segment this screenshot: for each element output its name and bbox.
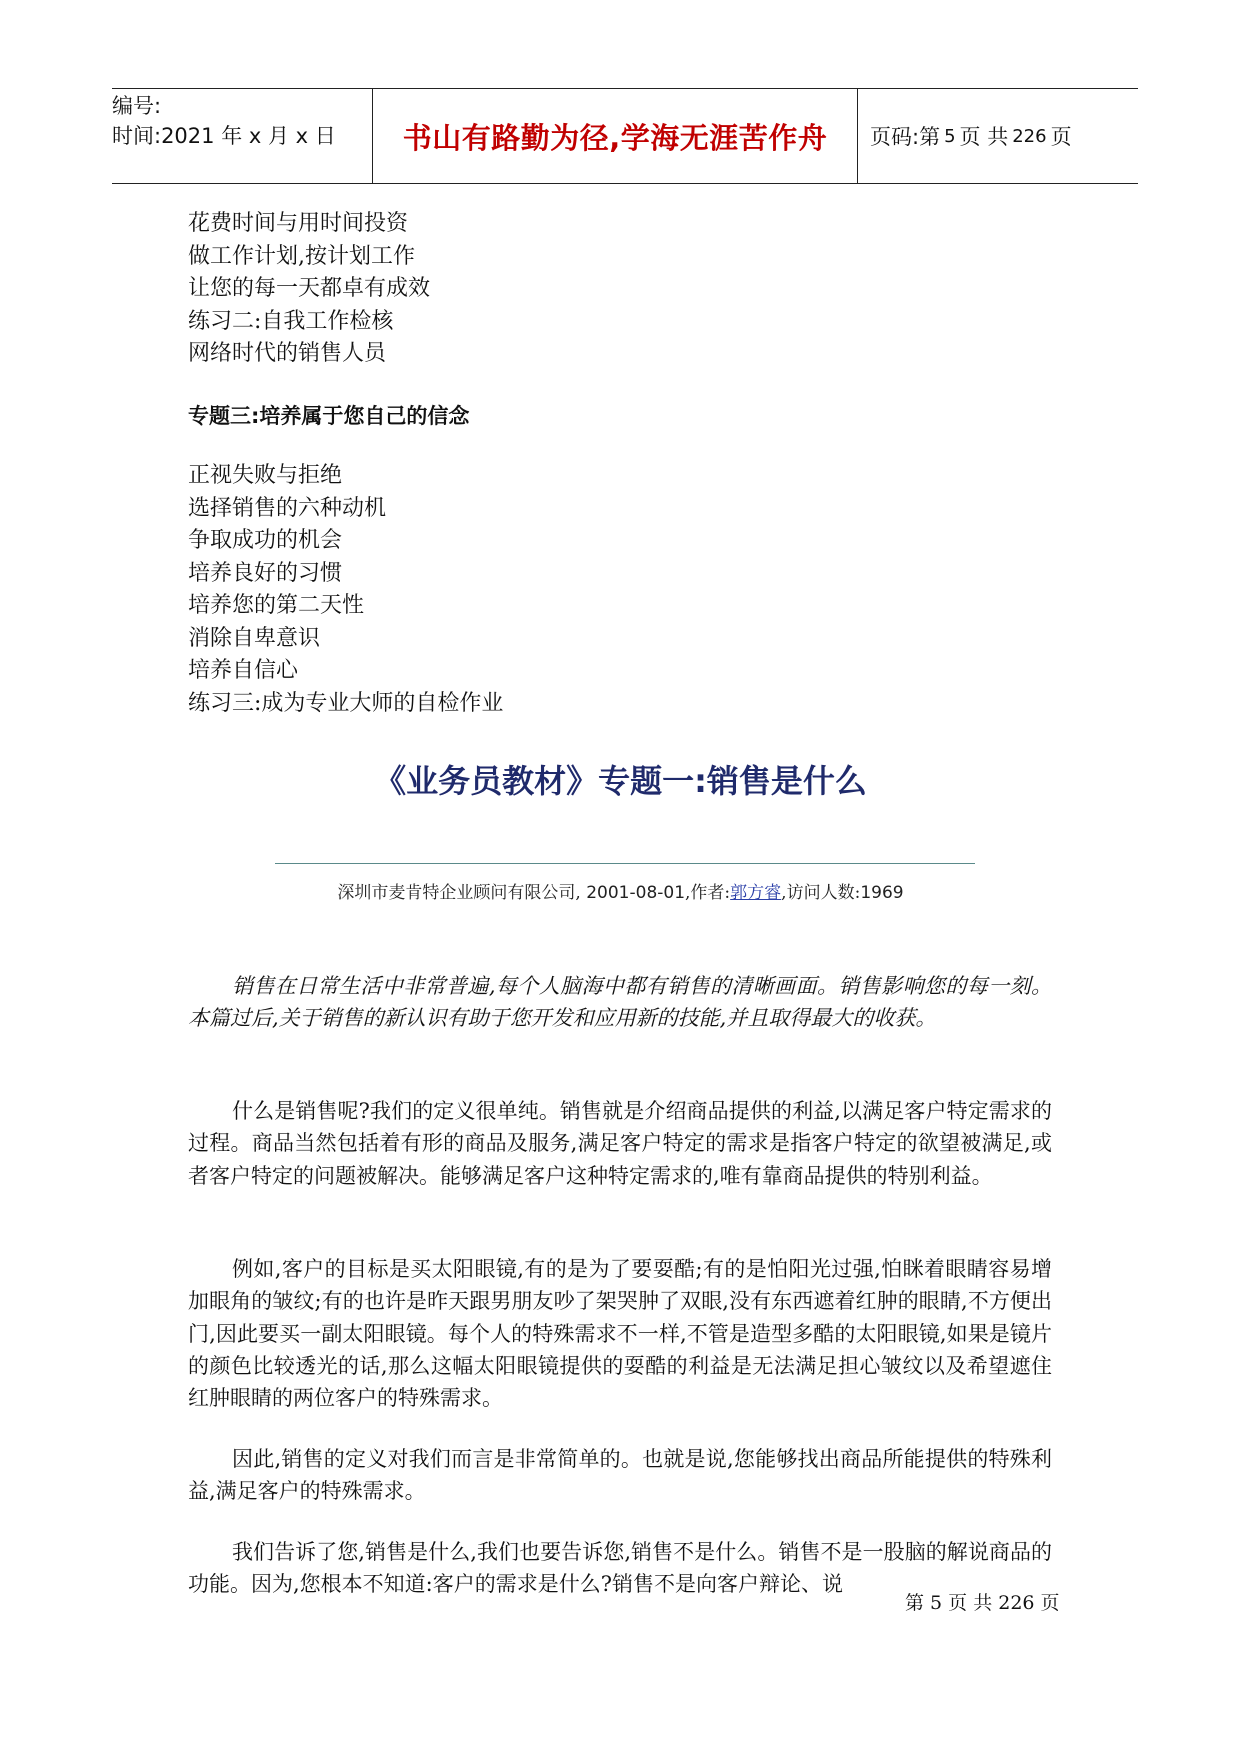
header-motto: 书山有路勤为径,学海无涯苦作舟 xyxy=(373,89,858,183)
visits-label: ,访问人数: xyxy=(781,883,861,903)
header-meta xyxy=(112,89,373,183)
article-company: 深圳市麦肯特企业顾问有限公司, xyxy=(337,883,581,903)
body-paragraph: 我们告诉了您,销售是什么,我们也要告诉您,销售不是什么。销售不是一股脑的解说商品的功能。因为,您根本不知道:客户的需求是什么?销售不是向客户辩论、说 xyxy=(188,1540,1052,1597)
page-footer: 第 5 页 共 226 页 xyxy=(905,1592,1060,1614)
body-paragraph: 什么是销售呢?我们的定义很单纯。销售就是介绍商品提供的利益,以满足客户特定需求的过程。商品当然包括着有形的商品及服务,满足客户特定的需求是指客户特定的欲望被满足,或者客户特定的问题被解决。能够满足客户这种特定需求的,唯有靠商品提供的特别利益。 xyxy=(188,1099,1052,1188)
toc-item: 培养自信心 xyxy=(188,658,299,683)
toc-item: 争取成功的机会 xyxy=(188,528,343,553)
section-heading: 专题三:培养属于您自己的信念 xyxy=(188,404,470,428)
toc-item: 培养您的第二天性 xyxy=(188,593,365,618)
author-label: ,作者: xyxy=(685,883,731,903)
article-date: 2001-08-01 xyxy=(586,883,686,903)
toc-item: 网络时代的销售人员 xyxy=(188,341,387,366)
toc-item: 选择销售的六种动机 xyxy=(188,495,387,521)
article-title: 《业务员教材》专题一:销售是什么 xyxy=(374,762,867,800)
toc-item: 花费时间与用时间投资 xyxy=(188,211,409,236)
article-meta xyxy=(0,878,1241,903)
toc-item: 让您的每一天都卓有成效 xyxy=(188,276,431,301)
intro-paragraph: 销售在日常生活中非常普遍,每个人脑海中都有销售的清晰画面。销售影响您的每一刻。本篇过后,关于销售的新认识有助于您开发和应用新的技能,并且取得最大的收获。 xyxy=(188,974,1052,1031)
toc-item: 正视失败与拒绝 xyxy=(188,463,343,488)
page-current: 5 xyxy=(944,125,956,147)
header-page-number xyxy=(858,89,1138,183)
visits-count: 1969 xyxy=(860,883,904,903)
date-label: 时间:2021 年 x 月 x 日 xyxy=(112,124,336,148)
page-mid: 页 共 xyxy=(959,125,1009,149)
toc-list-top xyxy=(188,208,430,371)
body-paragraph: 例如,客户的目标是买太阳眼镜,有的是为了要耍酷;有的是怕阳光过强,怕眯着眼睛容易增加眼角的皱纹;有的也许是昨天跟男朋友吵了架哭肿了双眼,没有东西遮着红肿的眼睛,不方便出门,因此要买一副太阳眼镜。每个人的特殊需求不一样,不管是造型多酷的太阳眼镜,如果是镜片的颜色比较透光的话,那么这幅太阳眼镜提供的耍酷的利益是无法满足担心皱纹以及希望遮住红肿眼睛的两位客户的特殊需求。 xyxy=(188,1257,1052,1411)
toc-item: 消除自卑意识 xyxy=(188,625,321,651)
page-suffix: 页 xyxy=(1050,125,1072,149)
toc-item: 练习二:自我工作检核 xyxy=(188,308,394,334)
page-prefix: 页码:第 xyxy=(870,125,941,149)
number-label: 编号: xyxy=(112,94,162,118)
toc-item: 培养良好的习惯 xyxy=(188,560,343,586)
body-paragraph: 因此,销售的定义对我们而言是非常简单的。也就是说,您能够找出商品所能提供的特殊利益,满足客户的特殊需求。 xyxy=(188,1447,1052,1504)
toc-list-section3 xyxy=(188,460,503,720)
page-header xyxy=(112,88,1138,184)
toc-item: 练习三:成为专业大师的自检作业 xyxy=(188,690,504,716)
page-total: 226 xyxy=(1012,125,1047,147)
author-link[interactable]: 郭方睿 xyxy=(730,883,782,903)
toc-item: 做工作计划,按计划工作 xyxy=(188,243,415,269)
title-divider xyxy=(275,863,975,864)
